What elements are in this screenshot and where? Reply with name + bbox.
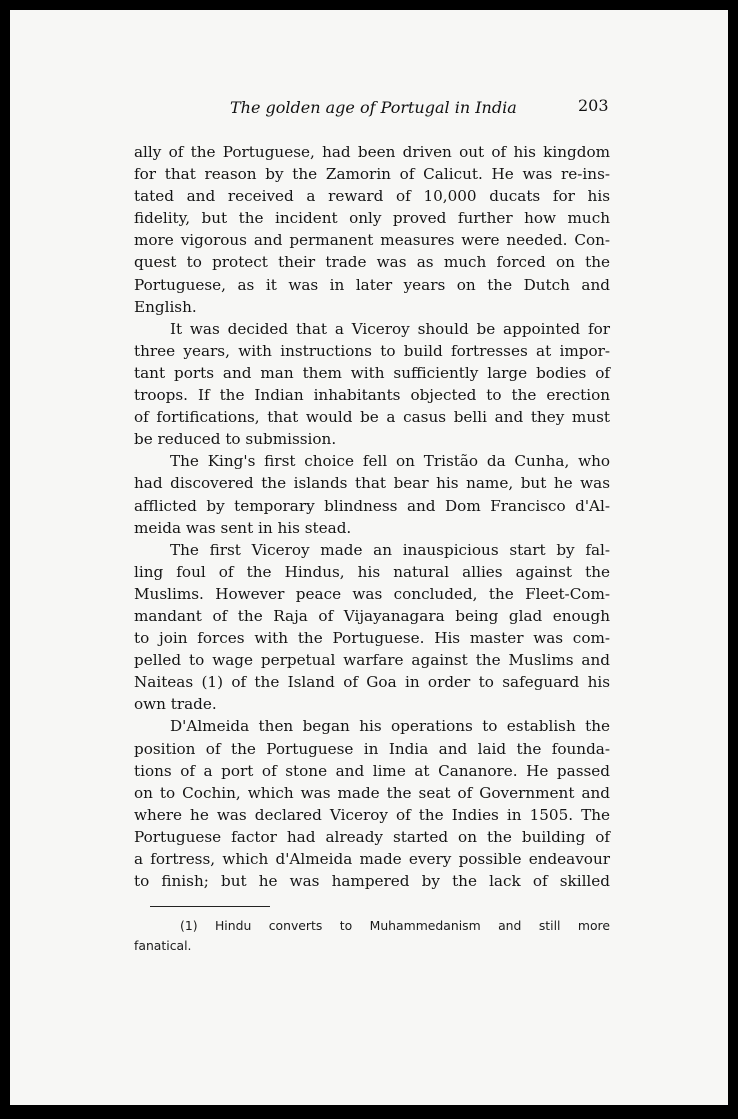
text-line: tions of a port of stone and lime at Cananore. He passed: [134, 761, 610, 780]
text-line: to finish; but he was hampered by the lack of skilled: [134, 872, 610, 891]
running-title: The golden age of Portugal in India: [230, 98, 517, 117]
text-line: afflicted by temporary blindness and Dom Francisco d'Al-: [134, 496, 610, 515]
footnote-rule: [150, 906, 270, 907]
text-line: troops. If the Indian inhabitants objected to the erection: [134, 386, 610, 405]
text-line: be reduced to submission.: [134, 430, 337, 449]
text-line: mandant of the Raja of Vijayanagara being glad enough: [134, 606, 610, 625]
text-line: to join forces with the Portuguese. His master was com-: [134, 629, 610, 648]
text-line: Portuguese factor had already started on the building of: [134, 827, 610, 846]
text-line: pelled to wage perpetual warfare against the Muslims and: [134, 651, 610, 670]
text-line: Naiteas (1) of the Island of Goa in order to safeguard his: [134, 673, 610, 692]
text-line: meida was sent in his stead.: [134, 518, 352, 537]
text-line: D'Almeida then began his operations to establish the: [170, 717, 610, 736]
text-line: of fortifications, that would be a casus belli and they must: [134, 408, 610, 427]
text-line: a fortress, which d'Almeida made every possible endeavour: [134, 850, 610, 868]
text-line: for that reason by the Zamorin of Calicut. He was re-ins-: [134, 165, 610, 184]
footnote-line: fanatical.: [134, 938, 192, 953]
text-line: position of the Portuguese in India and laid the founda-: [134, 739, 610, 758]
text-line: The King's first choice fell on Tristão da Cunha, who: [170, 452, 610, 471]
text-line: three years, with instructions to build fortresses at impor-: [134, 341, 610, 360]
text-line: tated and received a reward of 10,000 ducats for his: [134, 187, 610, 206]
page-number: 203: [578, 96, 609, 115]
text-line: English.: [134, 297, 197, 316]
text-line: quest to protect their trade was as much forced on the: [134, 253, 610, 272]
book-page: [10, 10, 728, 1105]
text-line: The first Viceroy made an inauspicious start by fal-: [170, 540, 610, 559]
text-line: It was decided that a Viceroy should be appointed for: [170, 319, 610, 338]
text-line: ling foul of the Hindus, his natural allies against the: [134, 562, 610, 581]
body-text: [134, 141, 610, 892]
text-line: Portuguese, as it was in later years on the Dutch and: [134, 275, 610, 294]
text-line: own trade.: [134, 695, 217, 714]
text-line: fidelity, but the incident only proved further how much: [134, 209, 610, 228]
text-line: more vigorous and permanent measures were needed. Con-: [134, 231, 610, 250]
footnote: [134, 916, 610, 956]
text-line: tant ports and man them with sufficiently large bodies of: [134, 363, 610, 382]
text-line: Muslims. However peace was concluded, the Fleet-Com-: [134, 584, 610, 603]
text-line: ally of the Portuguese, had been driven out of his kingdom: [134, 143, 610, 161]
text-line: on to Cochin, which was made the seat of Government and: [134, 783, 610, 802]
footnote-line: (1) Hindu converts to Muhammedanism and still more: [180, 918, 610, 933]
text-line: had discovered the islands that bear his name, but he was: [134, 474, 610, 493]
text-line: where he was declared Viceroy of the Indies in 1505. The: [134, 805, 610, 824]
